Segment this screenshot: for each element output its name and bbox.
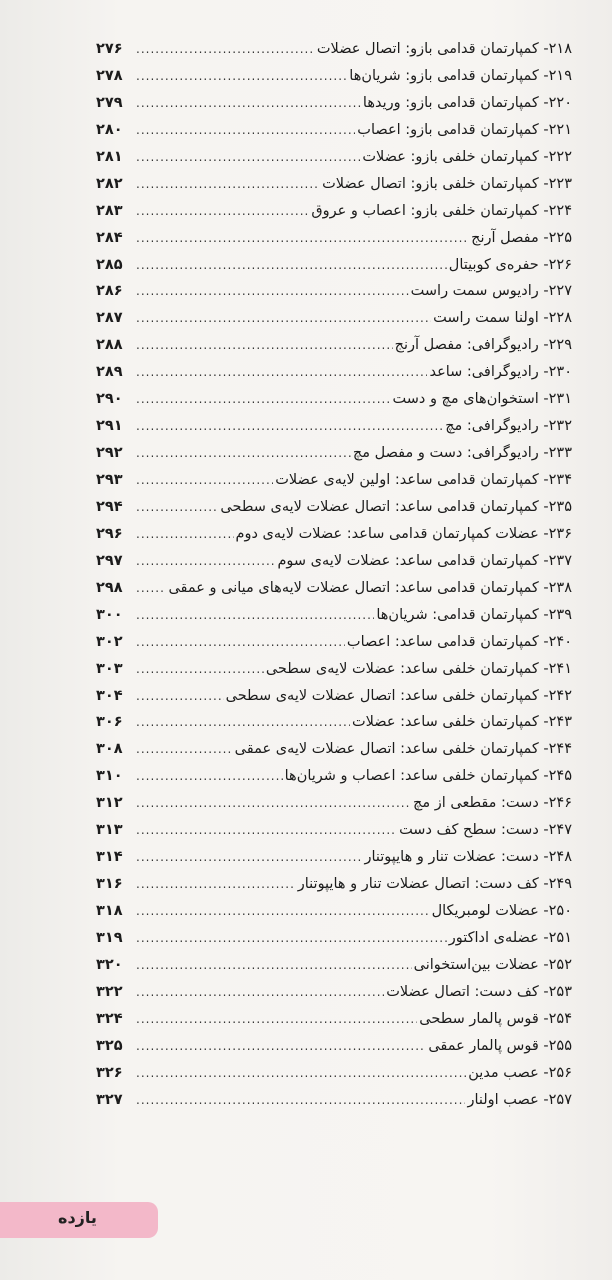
toc-entry-page: ۲۸۷ xyxy=(96,310,123,327)
toc-entry-title: ۲۵۲- عضلات بین‌استخوانی xyxy=(413,956,572,973)
toc-leader-dots xyxy=(136,1060,466,1087)
toc-leader-dots xyxy=(136,871,296,898)
toc-entry-title: ۲۲۳- کمپارتمان خلفی بازو: اتصال عضلات xyxy=(322,175,572,192)
toc-entry-page: ۲۸۴ xyxy=(96,229,123,246)
toc-entry-page: ۳۱۳ xyxy=(96,822,123,839)
toc-entry xyxy=(96,467,572,494)
toc-entry-page: ۳۱۹ xyxy=(96,929,123,946)
toc-entry xyxy=(96,198,572,225)
toc-entry xyxy=(96,1006,572,1033)
page-number-label: یازده xyxy=(58,1208,97,1227)
toc-entry xyxy=(96,252,572,279)
toc-entry-title: ۲۲۱- کمپارتمان قدامی بازو: اعصاب xyxy=(357,121,572,138)
toc-entry xyxy=(96,548,572,575)
toc-leader-dots xyxy=(136,790,411,817)
toc-entry xyxy=(96,683,572,710)
toc-entry-page: ۲۸۲ xyxy=(96,175,123,192)
toc-entry-page: ۲۸۶ xyxy=(96,283,123,300)
toc-entry-page: ۲۹۶ xyxy=(96,525,123,542)
toc-entry xyxy=(96,1087,572,1114)
toc-entry-page: ۲۹۱ xyxy=(96,418,123,435)
toc-leader-dots xyxy=(136,1006,417,1033)
toc-entry-title: ۲۳۴- کمپارتمان قدامی ساعد: اولین لایه‌ی عضلات xyxy=(275,472,572,488)
toc-leader-dots xyxy=(136,36,315,63)
toc-leader-dots xyxy=(136,359,427,386)
toc-leader-dots xyxy=(136,656,264,683)
toc-leader-dots xyxy=(136,1033,426,1060)
toc-leader-dots xyxy=(136,521,234,548)
toc-entry-page: ۲۸۱ xyxy=(96,148,123,165)
toc-entry-page: ۳۱۰ xyxy=(96,768,123,785)
toc-entry-title: ۲۵۳- کف دست: اتصال عضلات xyxy=(386,983,572,1000)
toc-leader-dots xyxy=(136,575,166,602)
toc-leader-dots xyxy=(136,817,397,844)
toc-entry xyxy=(96,817,572,844)
toc-entry xyxy=(96,332,572,359)
toc-entry-page: ۲۹۸ xyxy=(96,579,123,596)
toc-entry xyxy=(96,1033,572,1060)
toc-entry-page: ۲۸۹ xyxy=(96,364,123,381)
toc-entry xyxy=(96,656,572,683)
toc-entry-title: ۲۲۰- کمپارتمان قدامی بازو: وریدها xyxy=(362,94,572,111)
toc-entry-title: ۲۴۰- کمپارتمان قدامی ساعد: اعصاب xyxy=(346,633,572,650)
table-of-contents xyxy=(96,36,572,1114)
toc-leader-dots xyxy=(136,898,430,925)
toc-entry-page: ۳۲۵ xyxy=(96,1037,123,1054)
toc-entry xyxy=(96,898,572,925)
toc-leader-dots xyxy=(136,979,384,1006)
toc-entry-title: ۲۱۸- کمپارتمان قدامی بازو: اتصال عضلات xyxy=(316,41,572,57)
toc-leader-dots xyxy=(136,736,233,763)
toc-entry xyxy=(96,521,572,548)
toc-leader-dots xyxy=(136,494,218,521)
toc-leader-dots xyxy=(136,144,360,171)
toc-leader-dots xyxy=(136,225,469,252)
toc-entry xyxy=(96,844,572,871)
toc-entry-page: ۳۲۴ xyxy=(96,1010,123,1027)
toc-leader-dots xyxy=(136,90,361,117)
toc-entry xyxy=(96,790,572,817)
toc-entry-title: ۲۵۴- قوس پالمار سطحی xyxy=(419,1010,572,1027)
toc-entry-title: ۲۴۸- دست: عضلات تنار و هایپوتنار xyxy=(364,849,572,866)
toc-entry xyxy=(96,575,572,602)
toc-leader-dots xyxy=(136,198,309,225)
toc-entry xyxy=(96,305,572,332)
toc-entry xyxy=(96,979,572,1006)
toc-entry-page: ۳۰۶ xyxy=(96,714,123,731)
toc-entry-page: ۳۱۲ xyxy=(96,795,123,812)
toc-entry xyxy=(96,494,572,521)
toc-entry xyxy=(96,278,572,305)
toc-entry xyxy=(96,440,572,467)
toc-entry xyxy=(96,1060,572,1087)
toc-entry-title: ۲۲۵- مفصل آرنج xyxy=(471,229,572,246)
toc-entry-page: ۲۹۲ xyxy=(96,445,123,462)
toc-entry-page: ۲۸۳ xyxy=(96,202,123,219)
toc-entry xyxy=(96,871,572,898)
toc-leader-dots xyxy=(136,413,443,440)
toc-entry-title: ۲۴۴- کمپارتمان خلفی ساعد: اتصال عضلات لایه‌ی عمقی xyxy=(234,741,572,758)
toc-entry-title: ۲۵۷- عصب اولنار xyxy=(467,1091,572,1108)
toc-entry-title: ۲۳۷- کمپارتمان قدامی ساعد: عضلات لایه‌ی سوم xyxy=(277,552,572,569)
toc-entry xyxy=(96,952,572,979)
toc-leader-dots xyxy=(136,548,275,575)
toc-entry-title: ۲۲۶- حفره‌ی کوبیتال xyxy=(448,256,572,273)
toc-entry xyxy=(96,763,572,790)
toc-entry-title: ۲۴۳- کمپارتمان خلفی ساعد: عضلات xyxy=(351,714,572,731)
toc-entry-title: ۲۲۴- کمپارتمان خلفی بازو: اعصاب و عروق xyxy=(311,202,572,219)
toc-entry-title: ۲۳۸- کمپارتمان قدامی ساعد: اتصال عضلات لایه‌های میانی و عمقی xyxy=(168,579,572,596)
toc-leader-dots xyxy=(136,332,393,359)
toc-entry-title: ۲۴۷- دست: سطح کف دست xyxy=(399,822,572,839)
toc-entry-page: ۲۹۳ xyxy=(96,472,123,488)
toc-entry-page: ۳۱۶ xyxy=(96,876,123,893)
toc-leader-dots xyxy=(136,1087,465,1114)
toc-entry xyxy=(96,629,572,656)
toc-leader-dots xyxy=(136,952,412,979)
toc-entry xyxy=(96,225,572,252)
toc-entry xyxy=(96,709,572,736)
toc-entry-page: ۲۷۹ xyxy=(96,94,123,111)
toc-entry-page: ۳۲۶ xyxy=(96,1064,123,1081)
toc-entry xyxy=(96,36,572,63)
toc-leader-dots xyxy=(136,467,273,494)
toc-leader-dots xyxy=(136,305,431,332)
toc-entry xyxy=(96,63,572,90)
toc-entry-page: ۲۸۰ xyxy=(96,121,123,138)
toc-leader-dots xyxy=(136,386,390,413)
toc-entry xyxy=(96,117,572,144)
toc-entry-title: ۲۲۲- کمپارتمان خلفی بازو: عضلات xyxy=(362,148,572,165)
toc-entry-title: ۲۳۱- استخوان‌های مچ و دست xyxy=(392,391,572,408)
toc-entry-page: ۲۹۴ xyxy=(96,498,123,515)
toc-entry xyxy=(96,413,572,440)
toc-leader-dots xyxy=(136,602,374,629)
toc-entry-title: ۲۴۱- کمپارتمان خلفی ساعد: عضلات لایه‌ی سطحی xyxy=(265,660,572,677)
toc-leader-dots xyxy=(136,683,224,710)
toc-entry-page: ۳۰۲ xyxy=(96,633,123,650)
toc-entry-title: ۲۱۹- کمپارتمان قدامی بازو: شریان‌ها xyxy=(349,67,572,84)
toc-entry-title: ۲۳۰- رادیوگرافی: ساعد xyxy=(429,364,572,381)
toc-entry-page: ۳۲۰ xyxy=(96,956,123,973)
toc-entry-title: ۲۵۱- عضله‌ی اداکتور xyxy=(448,929,572,946)
toc-entry-title: ۲۳۲- رادیوگرافی: مچ xyxy=(445,418,572,435)
toc-entry xyxy=(96,386,572,413)
toc-entry-title: ۲۴۵- کمپارتمان خلفی ساعد: اعصاب و شریان‌ها xyxy=(284,768,572,785)
toc-entry-page: ۲۹۷ xyxy=(96,552,123,569)
toc-entry-title: ۲۴۲- کمپارتمان خلفی ساعد: اتصال عضلات لایه‌ی سطحی xyxy=(225,687,572,704)
toc-leader-dots xyxy=(136,440,351,467)
toc-entry-page: ۲۹۰ xyxy=(96,391,123,408)
toc-leader-dots xyxy=(136,629,345,656)
toc-entry-page: ۲۸۸ xyxy=(96,337,123,354)
toc-entry-page: ۳۰۳ xyxy=(96,660,123,677)
toc-entry-page: ۲۷۶ xyxy=(96,41,123,57)
toc-entry-page: ۲۷۸ xyxy=(96,67,123,84)
toc-entry-title: ۲۴۹- کف دست: اتصال عضلات تنار و هایپوتنار xyxy=(297,876,572,893)
toc-entry-title: ۲۳۵- کمپارتمان قدامی ساعد: اتصال عضلات لایه‌ی سطحی xyxy=(220,498,572,515)
toc-entry-title: ۲۵۰- عضلات لومبریکال xyxy=(431,903,572,919)
toc-leader-dots xyxy=(136,63,347,90)
toc-entry xyxy=(96,359,572,386)
toc-entry-page: ۳۱۸ xyxy=(96,903,123,919)
toc-entry-page: ۲۸۵ xyxy=(96,256,123,273)
toc-entry xyxy=(96,90,572,117)
toc-entry-page: ۳۰۰ xyxy=(96,606,123,623)
toc-entry-page: ۳۲۲ xyxy=(96,983,123,1000)
toc-leader-dots xyxy=(136,844,362,871)
toc-entry-title: ۲۲۸- اولنا سمت راست xyxy=(433,310,572,327)
toc-entry-page: ۳۰۴ xyxy=(96,687,123,704)
toc-entry-title: ۲۵۶- عصب مدین xyxy=(468,1064,572,1081)
toc-entry-title: ۲۳۹- کمپارتمان قدامی: شریان‌ها xyxy=(376,606,572,623)
toc-entry-title: ۲۳۶- عضلات کمپارتمان قدامی ساعد: عضلات لایه‌ی دوم xyxy=(235,525,572,542)
toc-leader-dots xyxy=(136,925,447,952)
toc-entry-page: ۳۰۸ xyxy=(96,741,123,758)
toc-entry xyxy=(96,602,572,629)
toc-leader-dots xyxy=(136,252,447,279)
toc-entry-title: ۲۲۷- رادیوس سمت راست xyxy=(410,283,572,300)
toc-leader-dots xyxy=(136,709,350,736)
toc-entry-title: ۲۵۵- قوس پالمار عمقی xyxy=(428,1037,572,1054)
toc-entry-page: ۳۱۴ xyxy=(96,849,123,866)
toc-leader-dots xyxy=(136,117,355,144)
toc-entry-title: ۲۲۹- رادیوگرافی: مفصل آرنج xyxy=(394,337,572,354)
toc-entry-title: ۲۴۶- دست: مقطعی از مچ xyxy=(412,795,572,812)
toc-entry-title: ۲۳۳- رادیوگرافی: دست و مفصل مچ xyxy=(352,445,572,462)
toc-leader-dots xyxy=(136,278,409,305)
toc-leader-dots xyxy=(136,763,283,790)
toc-leader-dots xyxy=(136,171,320,198)
toc-entry-page: ۳۲۷ xyxy=(96,1091,123,1108)
toc-entry xyxy=(96,925,572,952)
toc-entry xyxy=(96,171,572,198)
toc-entry xyxy=(96,736,572,763)
toc-entry xyxy=(96,144,572,171)
